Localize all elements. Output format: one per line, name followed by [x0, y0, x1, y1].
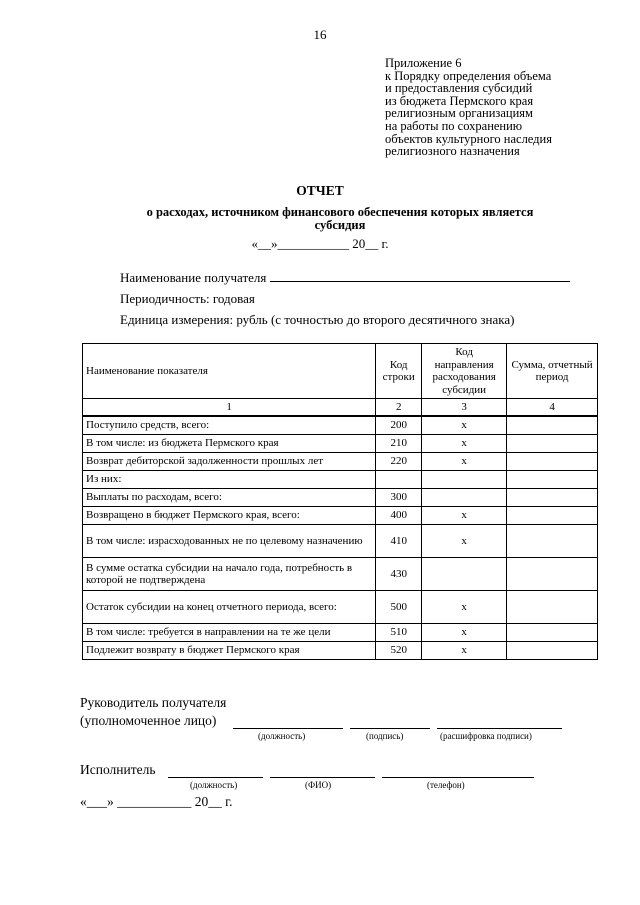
executor-position-line	[168, 777, 263, 778]
appendix-line: Приложение 6	[385, 56, 462, 70]
table-row	[83, 453, 598, 471]
row-name: Остаток субсидии на конец отчетного периода, всего:	[83, 591, 376, 624]
row-code: 500	[376, 591, 422, 624]
head-authorized: (уполномоченное лицо)	[80, 713, 217, 728]
table-row	[83, 558, 598, 591]
row-name: В том числе: из бюджета Пермского края	[83, 435, 376, 453]
row-sum	[507, 525, 598, 558]
name-signature-line	[437, 728, 562, 729]
row-direction-code	[422, 471, 507, 489]
signature-line	[350, 728, 430, 729]
recipient-blank	[270, 281, 570, 282]
appendix-line: к Порядку определения объема	[385, 68, 552, 83]
row-code: 200	[376, 416, 422, 435]
column-number: 1	[83, 399, 376, 417]
table-row	[83, 416, 598, 435]
column-number-row	[83, 399, 598, 417]
column-header: Код направления расходования субсидии	[422, 344, 507, 399]
table-row	[83, 642, 598, 660]
row-name: Возврат дебиторской задолженности прошлых лет	[83, 453, 376, 471]
column-number: 3	[422, 399, 507, 417]
executor-phone-line	[382, 777, 534, 778]
row-direction-code	[422, 489, 507, 507]
periodicity: Периодичность: годовая	[120, 291, 255, 306]
table-row	[83, 471, 598, 489]
position-caption: (должность)	[258, 731, 306, 741]
executor-phone-caption: (телефон)	[427, 780, 465, 790]
table-row	[83, 435, 598, 453]
row-direction-code: x	[422, 435, 507, 453]
recipient-label: Наименование получателя	[120, 270, 267, 285]
row-code: 520	[376, 642, 422, 660]
table-row	[83, 624, 598, 642]
row-name: В том числе: израсходованных не по целевому назначению	[83, 525, 376, 558]
row-sum	[507, 591, 598, 624]
table-header-row	[83, 344, 598, 399]
signature-caption: (подпись)	[366, 731, 404, 741]
executor-name-line	[270, 777, 375, 778]
head-title: Руководитель получателя	[80, 695, 227, 710]
page-number: 16	[313, 27, 327, 42]
signature-date: «___» ___________ 20__ г.	[80, 794, 233, 809]
row-code: 400	[376, 507, 422, 525]
row-direction-code: x	[422, 591, 507, 624]
row-direction-code: x	[422, 507, 507, 525]
appendix-line: религиозным организациям	[385, 106, 533, 121]
row-direction-code: x	[422, 642, 507, 660]
unit-of-measure: Единица измерения: рубль (с точностью до второго десятичного знака)	[120, 312, 515, 327]
position-signature-line	[233, 728, 343, 729]
row-sum	[507, 558, 598, 591]
row-code: 410	[376, 525, 422, 558]
report-table	[82, 343, 598, 660]
row-code: 300	[376, 489, 422, 507]
table-row	[83, 489, 598, 507]
row-direction-code	[422, 558, 507, 591]
recipient-name-field	[120, 270, 570, 286]
row-sum	[507, 416, 598, 435]
appendix-line: и предоставления субсидий	[385, 81, 533, 96]
report-subtitle: о расходах, источником финансового обеспечения которых является субсидия	[146, 205, 534, 232]
column-number: 2	[376, 399, 422, 417]
row-code: 210	[376, 435, 422, 453]
row-direction-code: x	[422, 624, 507, 642]
appendix-line: объектов культурного наследия	[385, 131, 552, 146]
row-name: Возвращено в бюджет Пермского края, всего:	[83, 507, 376, 525]
row-name: Выплаты по расходам, всего:	[83, 489, 376, 507]
executor-position-caption: (должность)	[190, 780, 238, 790]
row-name: Подлежит возврату в бюджет Пермского края	[83, 642, 376, 660]
name-caption: (расшифровка подписи)	[440, 731, 532, 741]
row-direction-code: x	[422, 453, 507, 471]
row-sum	[507, 507, 598, 525]
row-sum	[507, 642, 598, 660]
column-header: Сумма, отчетный период	[507, 344, 598, 399]
row-name: В том числе: требуется в направлении на те же цели	[83, 624, 376, 642]
report-title: ОТЧЕТ	[296, 183, 344, 198]
row-name: Из них:	[83, 471, 376, 489]
table-row	[83, 591, 598, 624]
column-header: Код строки	[376, 344, 422, 399]
appendix-line: из бюджета Пермского края	[385, 93, 534, 108]
row-code: 430	[376, 558, 422, 591]
row-code: 220	[376, 453, 422, 471]
appendix-line: на работы по сохранению	[385, 118, 523, 133]
report-date: «__»___________ 20__ г.	[251, 236, 389, 251]
executor-name-caption: (ФИО)	[305, 780, 332, 790]
column-number: 4	[507, 399, 598, 417]
row-code	[376, 471, 422, 489]
table-row	[83, 525, 598, 558]
table-row	[83, 507, 598, 525]
appendix-note	[385, 57, 552, 158]
row-sum	[507, 471, 598, 489]
row-sum	[507, 624, 598, 642]
row-name: В сумме остатка субсидии на начало года, потребность в которой не подтверждена	[83, 558, 376, 591]
row-code: 510	[376, 624, 422, 642]
row-direction-code: x	[422, 525, 507, 558]
row-sum	[507, 453, 598, 471]
appendix-line: религиозного назначения	[385, 144, 520, 159]
row-name: Поступило средств, всего:	[83, 416, 376, 435]
row-sum	[507, 435, 598, 453]
executor-label: Исполнитель	[80, 762, 156, 777]
row-sum	[507, 489, 598, 507]
column-header: Наименование показателя	[83, 344, 376, 399]
row-direction-code: x	[422, 416, 507, 435]
